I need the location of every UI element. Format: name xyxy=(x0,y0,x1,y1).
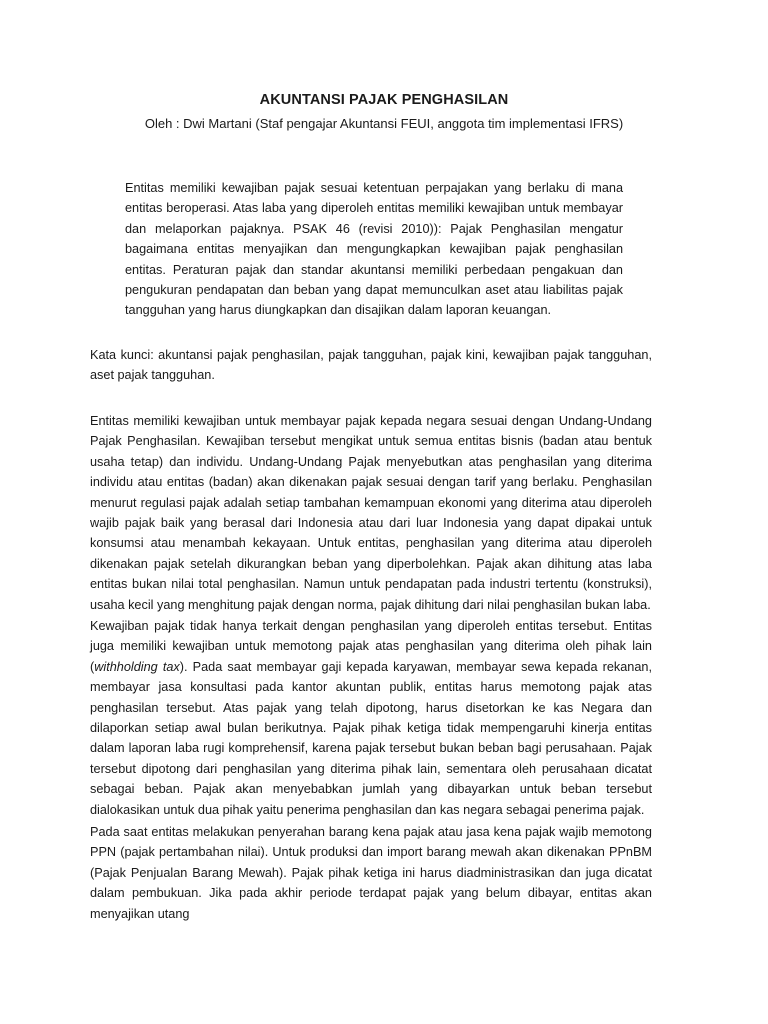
abstract-paragraph: Entitas memiliki kewajiban pajak sesuai ketentuan perpajakan yang berlaku di mana entitas beroperasi. Atas laba yang diperoleh entitas memiliki kewajiban untuk membayar dan melaporkan pajaknya. PSAK 46 (revisi 2010)): Pajak Penghasilan mengatur bagaimana entitas menyajikan dan mengungkapkan kewajiban pajak penghasilan entitas. Peraturan pajak dan standar akuntansi memiliki perbedaan pengakuan dan pengukuran pendapatan dan beban yang dapat memunculkan aset atau liabilitas pajak tangguhan yang harus diungkapkan dan disajikan dalam laporan keuangan. xyxy=(125,181,623,318)
paragraph-2-text-end: ). Pada saat membayar gaji kepada karyawan, membayar sewa kepada rekanan, membayar jasa konsultasi pada kantor akuntan publik, entitas harus memotong pajak atas penghasilan tersebut. Atas pajak yang telah dipotong, harus disetorkan ke kas Negara dan dilaporkan setiap awal bulan berikutnya. Pajak pihak ketiga tidak mempengaruhi kinerja entitas dalam laporan laba rugi komprehensif, karena pajak tersebut bukan beban bagi perusahaan. Pajak tersebut dipotong dari penghasilan yang diterima pihak lain, sementara oleh perusahaan dicatat sebagai beban. Pajak akan menyebabkan jumlah yang dibayarkan untuk beban tersebut dialokasikan untuk dua pihak yaitu penerima penghasilan dan kas negara sebagai penerima pajak. xyxy=(90,659,652,817)
body-paragraph-1: Entitas memiliki kewajiban untuk membayar pajak kepada negara sesuai dengan Undang-Undang Pajak Penghasilan. Kewajiban tersebut mengikat untuk semua entitas bisnis (badan atau bentuk usaha tetap) dan individu. Undang-Undang Pajak menyebutkan atas penghasilan yang diterima individu atau entitas (badan) akan dikenakan pajak sesuai dengan tarif yang berlaku. Penghasilan menurut regulasi pajak adalah setiap tambahan kemampuan ekonomi yang diterima atau diperoleh wajib pajak baik yang berasal dari Indonesia atau dari luar Indonesia yang dapat dipakai untuk konsumsi atau menambah kekayaan. Untuk entitas, penghasilan yang diterima atau diperoleh dikenakan pajak setelah dikurangkan beban yang diperbolehkan. Pajak akan dihitung atas laba entitas bukan nilai total penghasilan. Namun untuk pendapatan pada industri tertentu (konstruksi), usaha kecil yang menghitung pajak dengan norma, pajak dihitung dari nilai penghasilan bukan laba. xyxy=(90,414,652,612)
author-line: Oleh : Dwi Martani (Staf pengajar Akuntansi FEUI, anggota tim implementasi IFRS) xyxy=(144,116,624,131)
withholding-tax-term: withholding tax xyxy=(94,659,180,674)
body-paragraph-3-container xyxy=(90,822,652,1024)
paragraph-2-text-start: Kewajiban pajak tidak hanya terkait dengan penghasilan yang diperoleh entitas tersebut. Entitas juga memiliki kewajiban untuk memotong pajak atas penghasilan yang diterima oleh pihak lain ( xyxy=(90,619,652,674)
document-title: AKUNTANSI PAJAK PENGHASILAN xyxy=(259,92,509,108)
body-paragraph-3: Pada saat entitas melakukan penyerahan barang kena pajak atau jasa kena pajak wajib memotong PPN (pajak pertambahan nilai). Untuk produksi dan import barang mewah akan dikenakan PPnBM (Pajak Penjualan Barang Mewah). Pajak pihak ketiga ini harus diadministrasikan dan juga dicatat dalam pembukuan. Jika pada akhir periode terdapat pajak yang belum dibayar, entitas akan menyajikan utang xyxy=(90,825,652,921)
keywords-paragraph: Kata kunci: akuntansi pajak penghasilan, pajak tangguhan, pajak kini, kewajiban pajak tangguhan, aset pajak tangguhan. xyxy=(90,348,652,382)
body-paragraph-2 xyxy=(90,616,652,820)
